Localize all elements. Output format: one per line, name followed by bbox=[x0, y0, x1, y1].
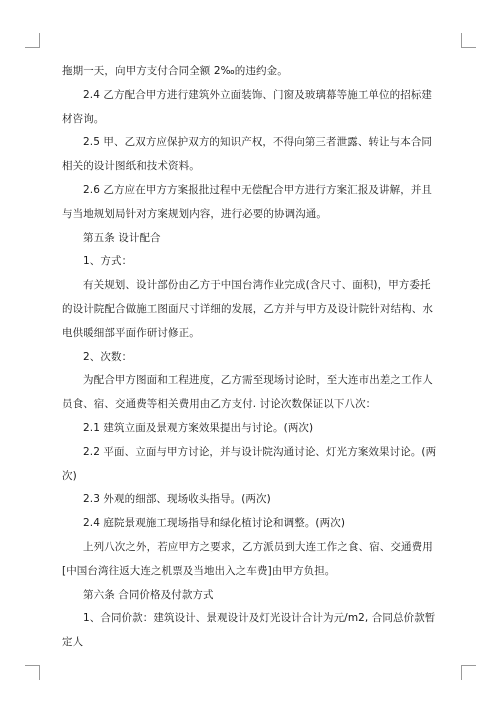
heading-article-5: 第五条 设计配合 bbox=[83, 231, 161, 244]
paragraph-times: 为配合甲方图面和工程进度，乙方需至现场讨论时，至大连市出差之工作人员食、宿、交通费等相关费用由乙方支付. 讨论次数保证以下八次： bbox=[62, 374, 433, 411]
list-item-2-3: 2.3 外观的细部、现场收头指导。(两次) bbox=[83, 493, 271, 506]
document-body bbox=[62, 60, 440, 655]
paragraph-extra-visits: 上列八次之外，若应甲方之要求，乙方派员到大连工作之食、宿、交通费用[中国台湾往返大连之机票及当地出入之车费]由甲方负担。 bbox=[62, 540, 433, 577]
paragraph-2-5: 2.5 甲、乙双方应保护双方的知识产权，不得向第三者泄露、转让与本合同相关的设计图纸和技术资料。 bbox=[62, 136, 433, 173]
paragraph-2-4: 2.4 乙方配合甲方进行建筑外立面装饰、门窗及玻璃幕等施工单位的招标建材咨询。 bbox=[62, 88, 433, 125]
paragraph-2-6: 2.6 乙方应在甲方方案报批过程中无偿配合甲方进行方案汇报及讲解，并且与当地规划局针对方案规划内容，进行必要的协调沟通。 bbox=[62, 183, 433, 220]
subheading-times: 2、次数： bbox=[83, 350, 133, 363]
crop-mark-top-left bbox=[25, 33, 40, 48]
crop-mark-top-right bbox=[461, 33, 476, 48]
heading-article-6: 第六条 合同价格及付款方式 bbox=[83, 588, 214, 601]
paragraph-penalty: 拖期一天，向甲方支付合同全额 2‰的违约金。 bbox=[62, 65, 288, 77]
subheading-method: 1、方式： bbox=[83, 255, 133, 268]
paragraph-method: 有关规划、设计部份由乙方于中国台湾作业完成(含尺寸、面积)，甲方委托的设计院配合做施工图面尺寸详细的发展，乙方并与甲方及设计院针对结构、水电供暖细部平面作研讨修正。 bbox=[62, 279, 433, 339]
list-item-2-1: 2.1 建筑立面及景观方案效果提出与讨论。(两次) bbox=[83, 421, 314, 434]
crop-mark-bottom-left bbox=[25, 665, 40, 680]
crop-mark-bottom-right bbox=[461, 665, 476, 680]
list-item-2-4: 2.4 庭院景观施工现场指导和绿化植讨论和调整。(两次) bbox=[83, 517, 346, 530]
list-item-2-2: 2.2 平面、立面与甲方讨论，并与设计院沟通讨论、灯光方案效果讨论。(两次) bbox=[62, 445, 437, 482]
paragraph-contract-price: 1、合同价款：建筑设计、景观设计及灯光设计合计为元/m2, 合同总价款暂定人 bbox=[62, 612, 436, 649]
